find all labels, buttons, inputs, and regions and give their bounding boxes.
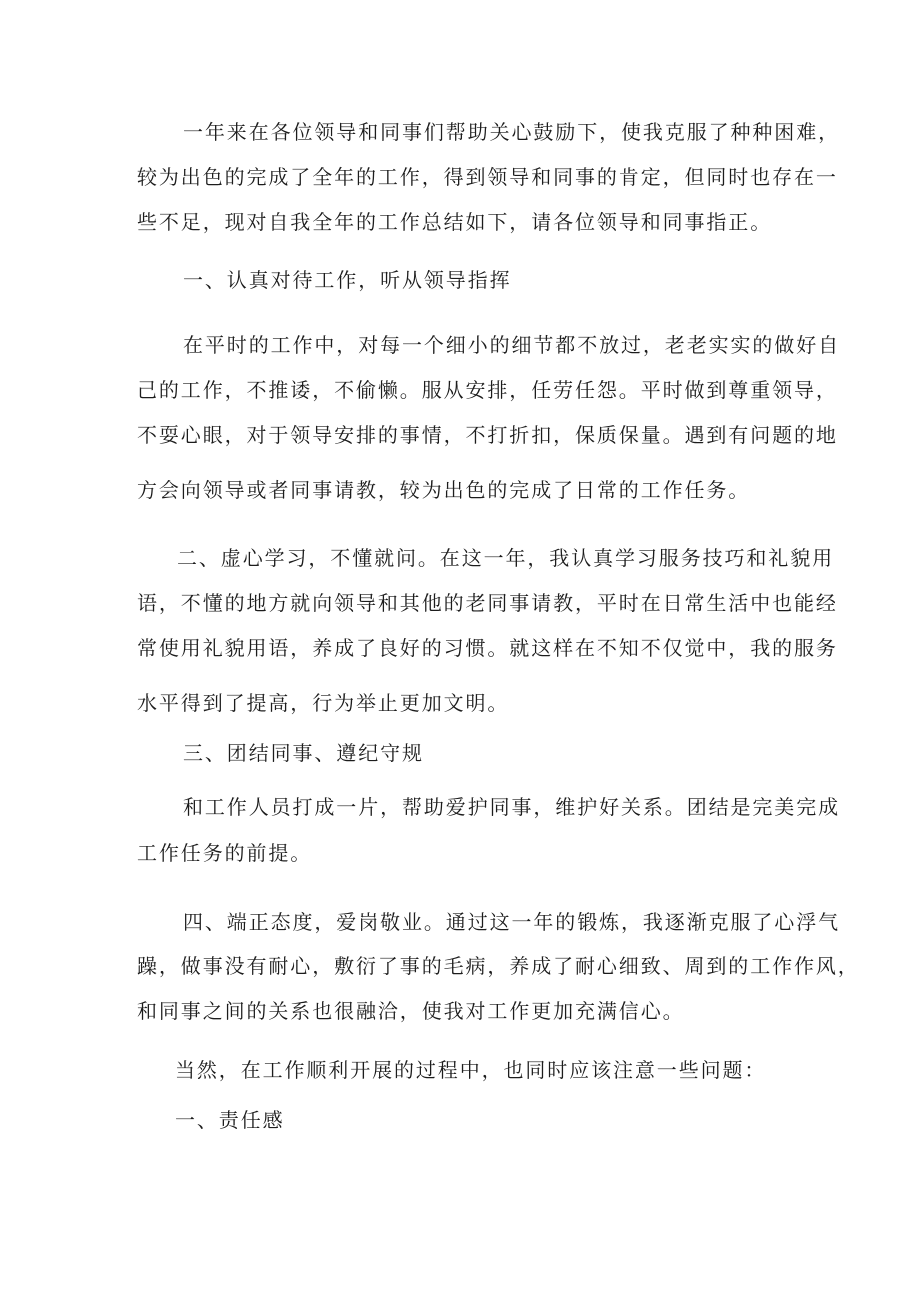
text-line: 方会向领导或者同事请教，较为出色的完成了日常的工作任务。: [137, 478, 751, 502]
text-line: 和同事之间的关系也很融洽，使我对工作更加充满信心。: [137, 999, 685, 1023]
text-line: 一年来在各位领导和同事们帮助关心鼓励下，使我克服了种种困难，: [183, 120, 840, 144]
text-line: 水平得到了提高，行为举止更加文明。: [137, 691, 510, 715]
text-line: 不耍心眼，对于领导安排的事情，不打折扣，保质保量。遇到有问题的地: [137, 423, 838, 447]
text-line: 些不足，现对自我全年的工作总结如下，请各位领导和同事指正。: [137, 210, 773, 234]
text-line: 工作任务的前提。: [137, 841, 313, 865]
text-line: 躁，做事没有耐心，敷衍了事的毛病，养成了耐心细致、周到的工作作风，: [137, 954, 860, 978]
text-line: 语，不懂的地方就向领导和其他的老同事请教，平时在日常生活中也能经: [137, 591, 838, 615]
text-line: 和工作人员打成一片，帮助爱护同事，维护好关系。团结是完美完成: [183, 795, 840, 819]
section-heading: 三、团结同事、遵纪守规: [183, 741, 424, 765]
section-heading: 一、责任感: [175, 1108, 285, 1132]
section-heading: 一、认真对待工作，听从领导指挥: [183, 268, 512, 292]
text-line: 在平时的工作中，对每一个细小的细节都不放过，老老实实的做好自: [183, 333, 840, 357]
text-line: 当然，在工作顺利开展的过程中，也同时应该注意一些问题：: [175, 1058, 767, 1082]
text-line: 较为出色的完成了全年的工作，得到领导和同事的肯定，但同时也存在一: [137, 165, 838, 189]
text-line: 四、端正态度，爱岗敬业。通过这一年的锻炼，我逐渐克服了心浮气: [183, 910, 840, 934]
text-line: 己的工作，不推诿，不偷懒。服从安排，任劳任怨。平时做到尊重领导，: [137, 378, 838, 402]
text-line: 二、虚心学习，不懂就问。在这一年，我认真学习服务技巧和礼貌用: [177, 546, 834, 570]
text-line: 常使用礼貌用语，养成了良好的习惯。就这样在不知不仅觉中，我的服务: [137, 636, 838, 660]
